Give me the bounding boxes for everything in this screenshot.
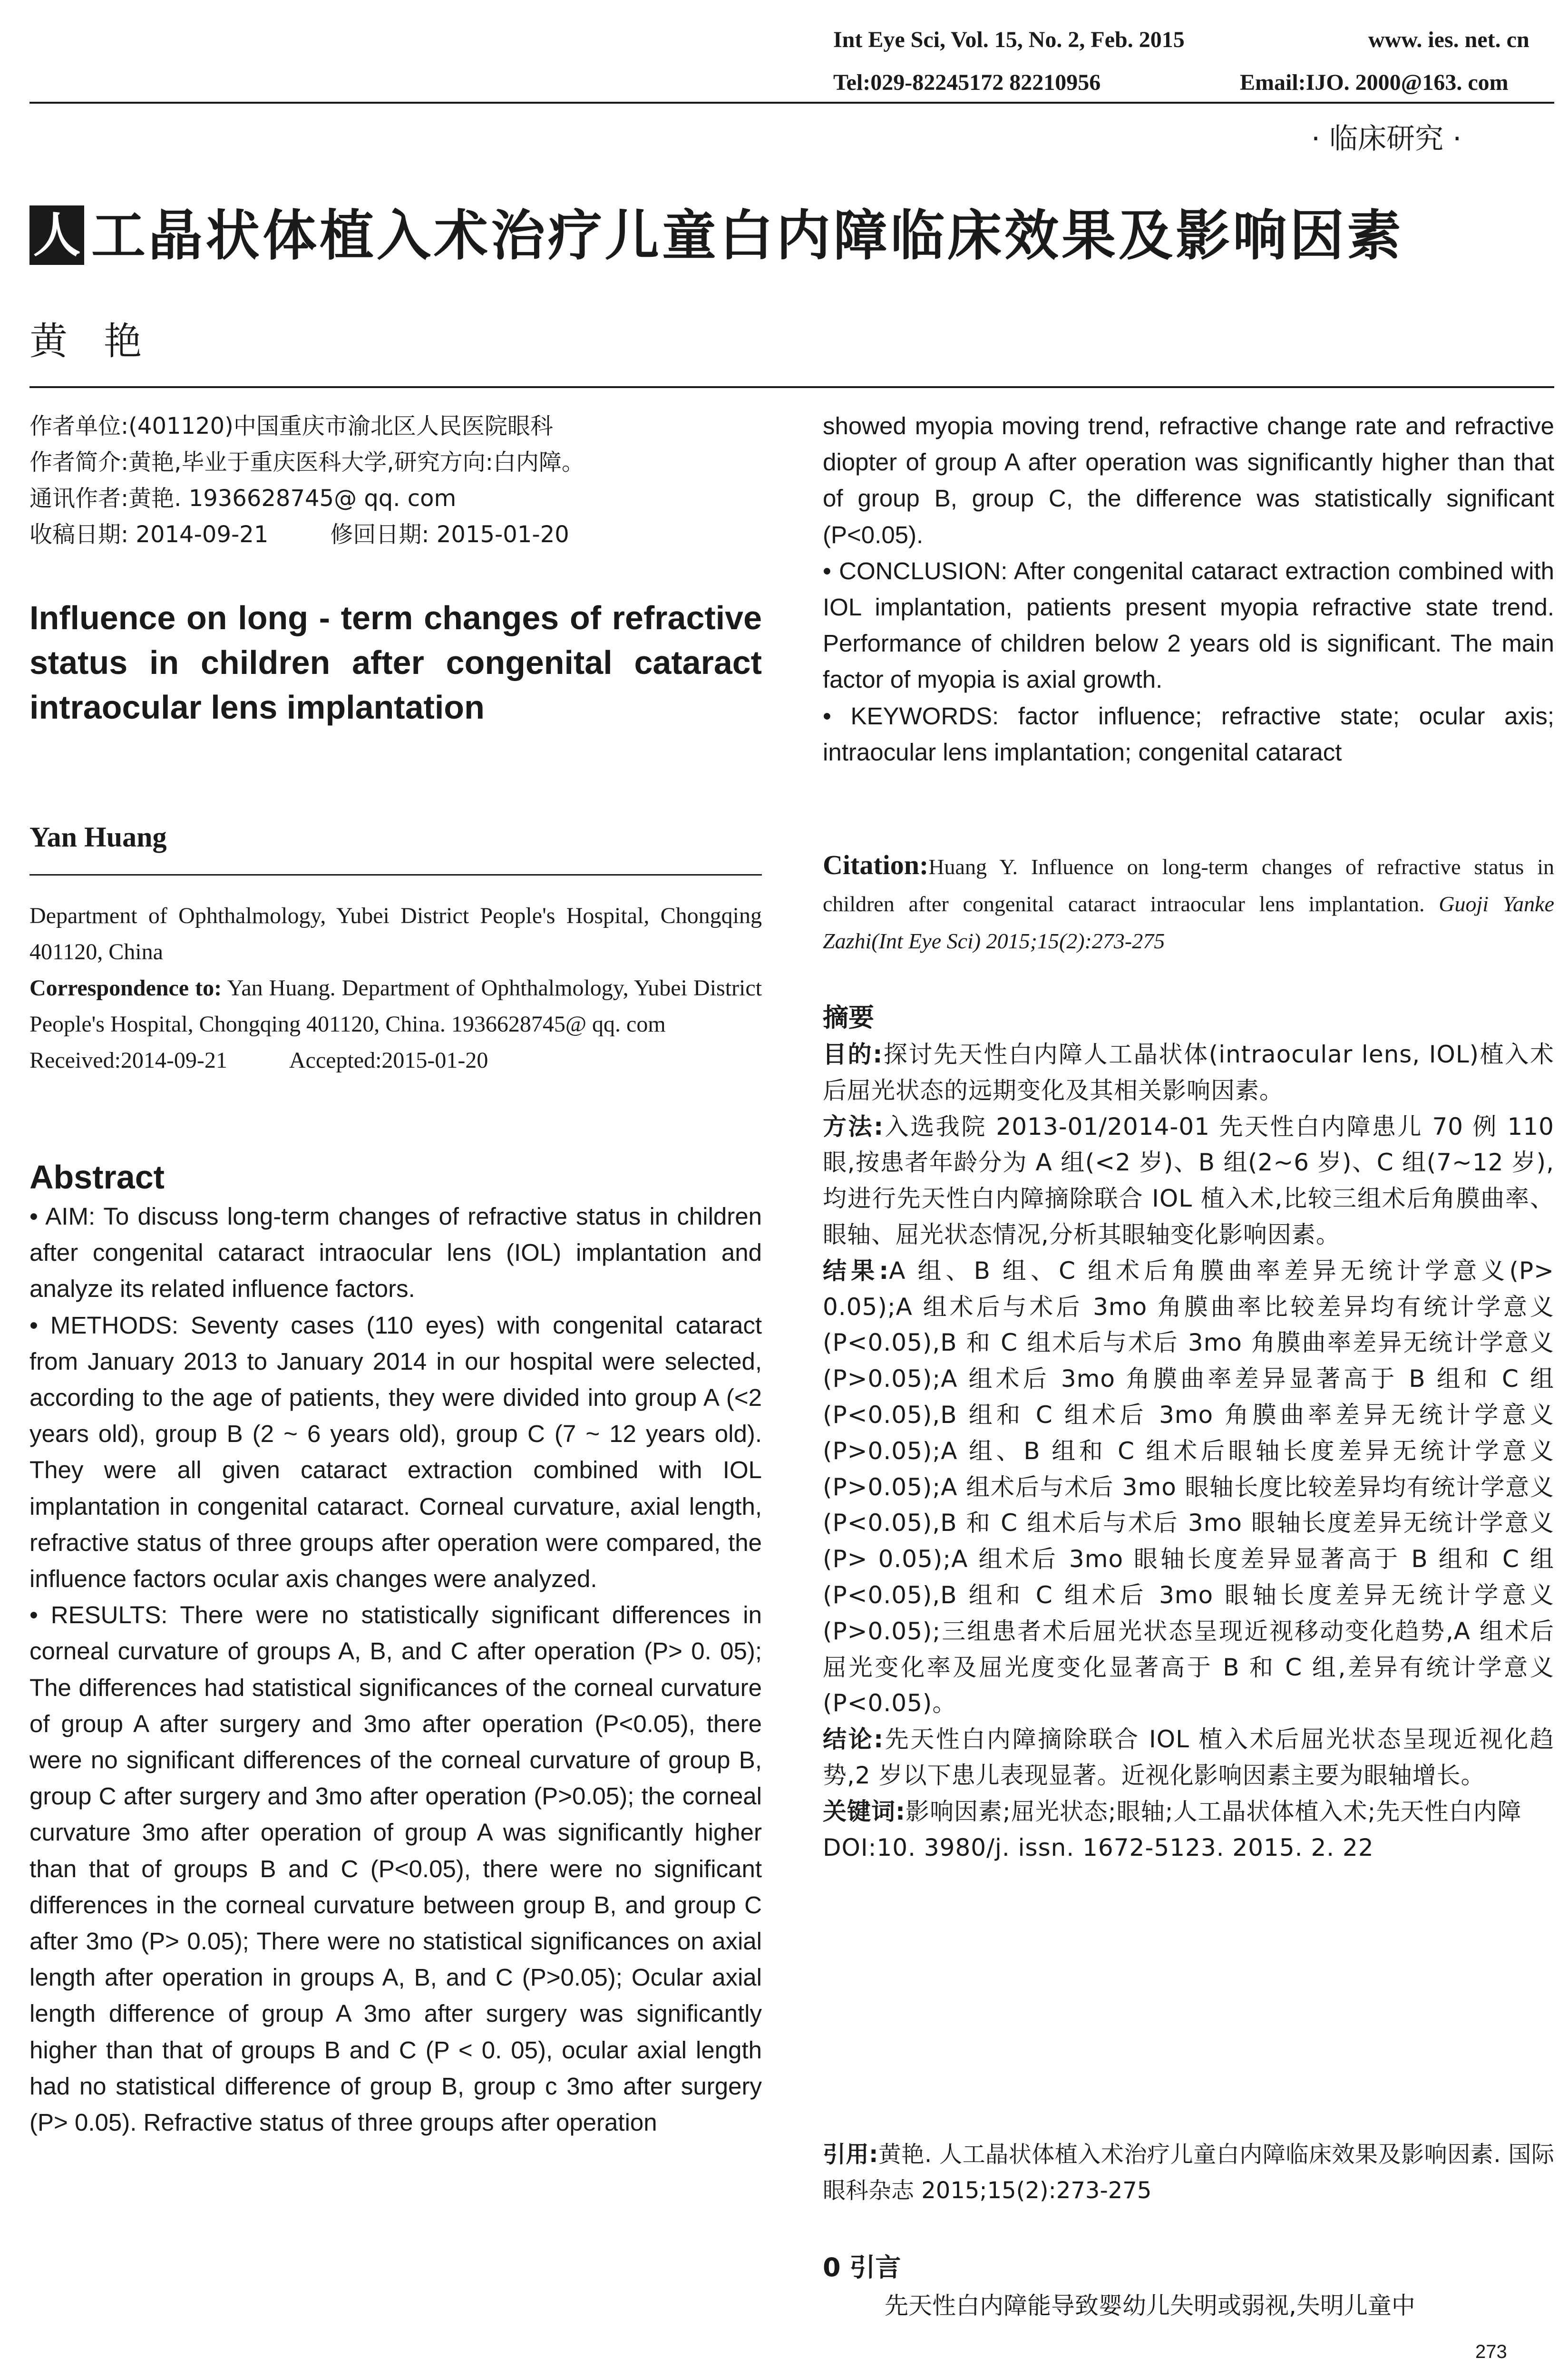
correspondence-text: Yan Huang. Department of Ophthalmology, Yubei District People's Hospital, Chongqing 401120, China. 1936628745@ qq. com (29, 975, 762, 1037)
cn-abstract-body (823, 1037, 1554, 1866)
intro-text: 先天性白内障能导致婴幼儿失明或弱视,失明儿童中 (885, 2292, 1415, 2319)
abstract-heading: Abstract (29, 1159, 165, 1196)
received-en: Received:2014-09-21 (29, 1048, 227, 1073)
title-first-glyph: 人 (29, 205, 84, 265)
meta-bio: 作者简介:黄艳,毕业于重庆医科大学,研究方向:白内障。 (29, 449, 584, 476)
cn-citation (823, 2136, 1554, 2209)
abstract-conclusion: • CONCLUSION: After congenital cataract extraction combined with IOL implantation, patients present myopia refractive state trend. Performance of children below 2 years old is significant. The main factor of myopia is axial growth. (823, 557, 1554, 693)
meta-corr: 通讯作者:黄艳. 1936628745@ qq. com (29, 485, 457, 512)
meta-received: 收稿日期: 2014-09-21 (29, 521, 269, 548)
page-number: 273 (1475, 2341, 1507, 2362)
cn-methods (823, 1109, 1554, 1253)
meta-unit: 作者单位:(401120)中国重庆市渝北区人民医院眼科 (29, 413, 553, 439)
english-title: Influence on long - term changes of refractive status in children after congenital cataract intraocular lens implantation (29, 599, 762, 726)
citation-journal: Guoji Yanke Zazhi(Int Eye Sci) 2015;15(2):273-275 (823, 892, 1554, 953)
cn-methods-text: 入选我院 2013-01/2014-01 先天性白内障患儿 70 例 110 眼,按患者年龄分为 A 组(<2 岁)、B 组(2~6 岁)、C 组(7~12 岁),均进行先天性白内障摘除联合 IOL 植入术,比较三组术后角膜曲率、眼轴、屈光状态情况,分析其眼轴变化影响因素。 (823, 1112, 1554, 1248)
meta-dates (29, 516, 762, 553)
author-rule (29, 874, 762, 876)
citation-block (823, 847, 1554, 960)
accepted-en: Accepted:2015-01-20 (289, 1048, 488, 1073)
abstract-left-body (29, 1198, 762, 2141)
abstract-methods: • METHODS: Seventy cases (110 eyes) with congenital cataract from January 2013 to January 2014 in our hospital were selected, according to the age of patients, they were divided into group A (<2 years old), group B (2 ~ 6 years old), group C (7 ~ 12 years old). They were all given cataract extraction combined with IOL implantation in congenital cataract. Corneal curvature, axial length, refractive status of three groups after operation were compared, the influence factors ocular axis changes were analyzed. (29, 1311, 762, 1593)
title-rule (29, 386, 1554, 388)
abstract-results: • RESULTS: There were no statistically significant differences in corneal curvature of groups A, B, and C after operation (P> 0. 05); The differences had statistical significances of the corneal curvature of group A after surgery and 3mo after operation (P<0.05), there were no significant differences of the corneal curvature of group B, group C after surgery and 3mo after operation (P>0.05); the corneal curvature 3mo after operation of group A was significantly higher than that of groups B and C (P<0.05), there were no significant differences in the corneal curvature between group B, and group C after 3mo (P> 0.05); There were no statistical significances on axial length after operation in groups A, B, and C (P>0.05); Ocular axial length difference of group A 3mo after surgery was significantly higher than that of groups B and C (P < 0. 05), ocular axial length had no statistical difference of group B, group c 3mo after surgery (P> 0.05). Refractive status of three groups after operation (29, 1601, 762, 2136)
affiliation: Department of Ophthalmology, Yubei District People's Hospital, Chongqing 401120, China (29, 903, 762, 964)
abstract-keywords: • KEYWORDS: factor influence; refractive state; ocular axis; intraocular lens implantation; congenital cataract (823, 702, 1554, 766)
section-label: · 临床研究 · (1311, 122, 1462, 156)
citation-text: Huang Y. Influence on long-term changes of refractive status in children after congenital cataract intraocular lens implantation. (823, 855, 1554, 916)
cn-keywords (823, 1794, 1554, 1830)
english-author: Yan Huang (29, 821, 167, 853)
cn-methods-label: 方法: (823, 1112, 884, 1140)
article-title: 工晶状体植入术治疗儿童白内障临床效果及影响因素 (91, 204, 1404, 267)
received-accepted (29, 1042, 762, 1079)
cn-results (823, 1253, 1554, 1722)
doi: DOI:10. 3980/j. issn. 1672-5123. 2015. 2. 22 (823, 1833, 1374, 1861)
journal-email: Email:IJO. 2000@163. com (1240, 70, 1509, 95)
cn-purpose-label: 目的: (823, 1041, 883, 1068)
cn-conclusion-text: 先天性白内障摘除联合 IOL 植入术后屈光状态呈现近视化趋势,2 岁以下患儿表现显著。近视化影响因素主要为眼轴增长。 (823, 1725, 1554, 1789)
cn-conclusion-label: 结论: (823, 1725, 884, 1754)
cn-conclusion (823, 1722, 1554, 1794)
affiliation-block (29, 898, 762, 1079)
cn-abstract-heading: 摘要 (823, 1003, 874, 1033)
cn-results-label: 结果: (823, 1257, 889, 1285)
meta-cn (29, 408, 762, 553)
cn-purpose-text: 探讨先天性白内障人工晶状体(intraocular lens, IOL)植入术后屈光状态的远期变化及其相关影响因素。 (823, 1041, 1554, 1104)
journal-volume-line: Int Eye Sci, Vol. 15, No. 2, Feb. 2015 (833, 27, 1185, 52)
cn-citation-text: 黄艳. 人工晶状体植入术治疗儿童白内障临床效果及影响因素. 国际眼科杂志 2015;15(2):273-275 (823, 2141, 1554, 2204)
intro-heading: 0 引言 (823, 2252, 901, 2282)
header-rule (29, 102, 1554, 104)
author-cn: 黄 艳 (29, 319, 142, 363)
correspondence-label: Correspondence to: (29, 975, 222, 1001)
journal-website: www. ies. net. cn (1368, 27, 1529, 52)
abstract-aim: • AIM: To discuss long-term changes of refractive status in children after congenital cataract intraocular lens (IOL) implantation and analyze its related influence factors. (29, 1203, 762, 1303)
cn-citation-label: 引用: (823, 2141, 878, 2168)
abstract-right-body (823, 408, 1554, 770)
abstract-results-cont: showed myopia moving trend, refractive change rate and refractive diopter of group A after operation was significantly higher than that of group B, group C, the difference was statistically significant (P<0.05). (823, 412, 1554, 548)
citation-label: Citation: (823, 849, 929, 880)
cn-results-text: A 组、B 组、C 组术后角膜曲率差异无统计学意义(P> 0.05);A 组术后与术后 3mo 角膜曲率比较差异均有统计学意义(P<0.05),B 和 C 组术后与术后 3mo 角膜曲率差异无统计学意义(P>0.05);A 组术后 3mo 角膜曲率差异显著高于 B 组和 C 组(P<0.05),B 组和 C 组术后 3mo 角膜曲率差异无统计学意义(P>0.05);A 组、B 组和 C 组术后眼轴长度差异无统计学意义(P>0.05);A 组术后与术后 3mo 眼轴长度比较差异均有统计学意义(P<0.05),B 和 C 组术后与术后 3mo 眼轴长度差异无统计学意义(P> 0.05);A 组术后 3mo 眼轴长度差异显著高于 B 组和 C 组(P<0.05),B 组和 C 组术后 3mo 眼轴长度差异无统计学意义(P>0.05);三组患者术后屈光状态呈现近视移动变化趋势,A 组术后屈光变化率及屈光度变化显著高于 B 和 C 组,差异有统计学意义(P<0.05)。 (823, 1257, 1555, 1717)
cn-purpose (823, 1037, 1554, 1109)
correspondence (29, 970, 762, 1042)
cn-keywords-label: 关键词: (823, 1797, 906, 1825)
meta-revised: 修回日期: 2015-01-20 (330, 521, 569, 548)
journal-tel: Tel:029-82245172 82210956 (833, 70, 1101, 95)
cn-keywords-text: 影响因素;屈光状态;眼轴;人工晶状体植入术;先天性白内障 (906, 1797, 1522, 1825)
